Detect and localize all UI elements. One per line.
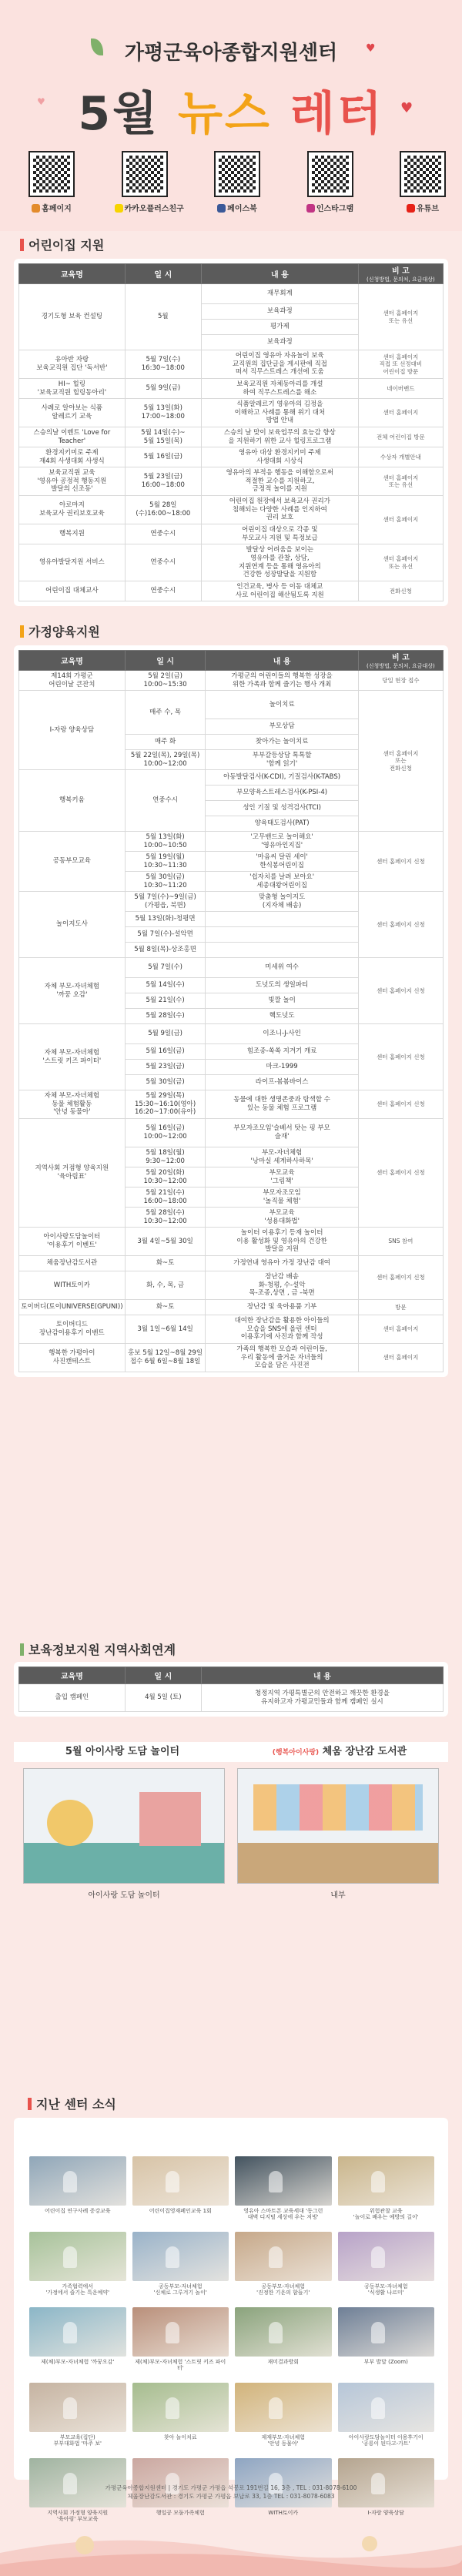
- news-photo: [29, 2156, 126, 2206]
- heart-icon: ♥: [37, 96, 45, 107]
- news-item: 아이사랑도담놀이터 이용후기이 '공룡이 된다고-가트': [338, 2383, 435, 2454]
- community-section: [14, 1662, 448, 1717]
- table-row: 양육태도검사(PAT): [19, 816, 444, 832]
- playground-caption: 아이사랑 도담 놀이터: [88, 1891, 160, 1900]
- newsletter-title: 5월 뉴스 레터: [78, 87, 384, 141]
- table-row: 5월 16일(금) 힘조종-쏙쏙 지겨기 캐료: [19, 1044, 444, 1060]
- table-row: 환경지키미로 주제 재4회 사생대회 사생식 5월 16일(금) 영유아 대상 환경지키미 주제 사생대회 시상식 수상자 개별안내: [19, 447, 444, 467]
- table-row: 5월 22일(목), 29일(목) 10:00~12:00 부부갈등상담 톡톡할 '함께 읽기': [19, 750, 444, 770]
- news-item: 부부 발달 (Zoom): [338, 2307, 435, 2378]
- section-title-home: 가정양육지원: [20, 622, 100, 640]
- qr-link[interactable]: 인스타그램: [300, 152, 360, 213]
- daycare-table: 교육명 일 시 내 용 비 고 (신청방법, 문의처, 요금대상) 경기도형 보육 컨설팅 5월 재무회계 센터 홈페이지 또는 유선 보육과정 평가제 보육과정 유아반 자랑 보육교직원 집단 '독서반' 5월 7일(수) 16:30~18:00 어린이집 영유아 자유놀이 보육 교직원의 집단글을 게시판에 직접 떠서 직무스트레스 개선에 도움 센터 홈페이지 직접 또 선정대비 어린이집 방문 HI~ 힐링 '보육교직원 힐링동아리' 5월 9일(금) 보육교직원 자체동아리를 개설 하여 직무스트레스를 해소 네이버밴드 사례로 알아보는 식품 알레르기 교육 5월 13일(화) 17:00~18:00 식품알레르기 영유아의 김정을 이해하고 사례를 통해 위기 대처 방법 안내 센터 홈페이지 스승의날 이벤트 'Love for Teacher' 5월 14일(수)~ 5월 15일(목) 스승의 날 맞이 보육업무의 효능감 향상 을 지원하기 위한 교사 힐링프로그램 전체 어린이집 방문 환경지키미로 주제 재4회 사생대회 사생식 5월 16일(금) 영유아 대상 환경지키미 주제 사생대회 시상식 수상자 개별안내 보육교직원 교육 '영유아 공정적 행동지원 발달의 신조동' 5월 23일(금) 16:00~18:00 영유아의 부적응 행동을 이해함으로써 적절한 교수를 지원하고, 긍정적 놀이를 지원 센터 홈페이지 또는 유선 아로마지 보육교사 권리보호교육 5월 28일 (수)16:00~18:00 어린이집 원장에서 보육교사 권리가 침해되는 다양한 사례를 인지하여 권리 보호 센터 홈페이지 행복지원 연중수시 어린이집 대상으로 각종 및 부모교사 지원 및 특정보급 영유아발달지원 서비스 연중수시 발달상 어려움을 보이는 영유아를 관찰, 상담, 지원연계 등을 통해 영유아의 건강한 성장발달을 지원함 센터 홈페이지 또는 유선 어린이집 대체교사 연중수시 인건교육, 병사 등 이동 대체교 사로 어린이집 해산됨도록 지원 전화신청: [18, 263, 444, 601]
- qr-code-icon[interactable]: [216, 152, 259, 196]
- facebook-icon: [217, 204, 226, 213]
- community-table: 교육명 일 시 내 용 출입 캠페인 4월 5일 (토) 청정지역 가평특별군의 안전하고 깨끗한 환경을 유지하고자 가평교민들과 함께 캠페인 실시: [18, 1667, 444, 1712]
- gallery-grid: [29, 2156, 434, 2529]
- home-table: 교육명 일 시 내 용 비 고 (신청방법, 문의처, 요금대상) 제14회 가평군 어린이날 큰잔치 5월 2일(금) 10:00~15:30 가평군의 어린이들의 행복한 성장을 위한 가족과 함께 즐기는 행사 개최 당일 현장 접수 I-자랑 양육상담 매주 수, 목 놀이치료 센터 홈페이지 또는 전화신청 부모상담 매주 화 찾아가는 놀이치료 5월 22일(목), 29일(목) 10:00~12:00 부부갈등상담 톡톡할 '함께 읽기' 행복키움 연중수시 아동발달검사(K-CDI), 기질검사(K-TABS) 부모양육스트레스검사(K-PSI-4) 성인 기질 및 성격검사(TCI) 양육태도검사(PAT) 공동부모교육 5월 13일(화) 10:00~10:50 '고무밴드로 놀이해요' '영유아인지집' 센터 홈페이지 신청 5월 19일(월) 10:30~11:30 '마음씨 달린 세이' 한식봉어린이집 5월 30일(금) 10:30~11:20 '쉽자치를 날려 보아요' 세종대왕어린이집 놀이지도사 5월 7일(수)~9일(금) (가평읍, 북면) 맞춤형 놀이지도 (지자체 배송) 센터 홈페이지 신청 5월 13일(화)-청평면 5월 7일(수)-설악면 5월 8일(목)-상조홍면 자체 부모-자녀체험 '까꿍 오감' 5월 7일(수) 미세위 여수 센터 홈페이지 신청 5월 14일(수) 도넛도의 생일파티 5월 21일(수) 빛깔 놀이 5월 28일(수) 핵도넛도 자체 부모-자녀체험 '스트릿 키즈 파이터' 5월 9일(금) 이조니-J-사인 센터 홈페이지 신청 5월 16일(금) 힘조종-쏙쏙 지겨기 캐료 5월 23일(금) 마크-1999 5월 30일(금) 라이프-봄봄바이스 자체 부모-자녀체험 동물 체험활동 '안녕 동물아' 5월 29일(목) 15:30~16:10(영아) 16:20~17:00(유아) 동물에 대한 생명존중과 탐색할 수 있는 동물 체험 프로그램 센터 홈페이지 신청 지역사회 거점형 양육지원 '육아림표' 5월 16일(금) 10:00~12:00 부모자조모임'슬베서 탓는 핑 부모 슬재' 센터 홈페이지 신청 5월 18일(월) 9:30~12:00 부모-자녀체험 '낭마실 세계하사하목' 5월 20일(화) 10:30~12:00 부모교육 '그림책' 5월 21일(수) 16:00~18:00 부모자조모임 '놀직물 체험' 5월 28일(수) 10:30~12:00 부모교육 '성용대화법' 아이사랑도담놀이터 '이용후기 이벤트' 3월 4일~5월 30일 놀이터 이용후기 등재 놀이터 이용 활성화 및 영유아의 건강한 발달을 지원 SNS 참여 체움장난감도서관 화~토 가정연내 영유아 가정 장난감 대여 센터 홈페이지 신청 WITH토이카 화, 수, 목, 금 장난감 배송 화-청평, 수-설악 목-조종,상면 , 금 -북면 토이버디(토이UNIVERSE(GPUNI)) 화~토 장난감 및 육아용품 기부 방문 토이버디드 장난감이용후기 이벤트 3월 1일~6월 14일 대여한 장난감을 활용한 아이들의 모습을 SNS에 올린 센터 이용후기에 사진과 함께 작성 센터 홈페이지 행복한 가평아이 사진캔테스트 홍보 5월 12일~8월 29일 접수 6월 6일~8월 18일 가족의 행복한 모습과 어린이들, 우리 활동에 즐거운 자녀들의 모습을 담은 사진전 센터 홈페이지: [18, 650, 444, 1372]
- home-support-section: [14, 645, 448, 1377]
- home-icon: [32, 204, 40, 213]
- qr-link[interactable]: 유튜브: [393, 152, 453, 213]
- table-row: 유아반 자랑 보육교직원 집단 '독서반' 5월 7일(수) 16:30~18:00 어린이집 영유아 자유놀이 보육 교직원의 집단글을 게시판에 직접 떠서 직무스트레스 개선에 도움 센터 홈페이지 직접 또 선정대비 어린이집 방문: [19, 350, 444, 379]
- table-row: HI~ 힐링 '보육교직원 힐링동아리' 5월 9일(금) 보육교직원 자체동아리를 개설 하여 직무스트레스를 해소 네이버밴드: [19, 379, 444, 399]
- instagram-icon: [306, 204, 315, 213]
- qr-link[interactable]: 페이스북: [207, 152, 267, 213]
- news-item: 어린이집 연구사례 증강교육: [29, 2156, 126, 2227]
- news-item: 공동부모-자녀체험 '진정한 기운의 함들기': [235, 2232, 332, 2303]
- news-item: 제재부모-자녀체험 '안녕 동물아': [235, 2383, 332, 2454]
- news-item: 찾아 놀이치료: [132, 2383, 229, 2454]
- qr-links: [22, 152, 453, 213]
- news-photo: [132, 2232, 229, 2281]
- news-item: 영유아 스마트폰 교육세대 '동그런 대벽 디지털 세상에 우는 저빙': [235, 2156, 332, 2227]
- kakao-icon: [115, 204, 123, 213]
- table-row: 스승의날 이벤트 'Love for Teacher' 5월 14일(수)~ 5월 15일(목) 스승의 날 맞이 보육업무의 효능감 향상 을 지원하기 위한 교사 힐링프로그램 전체 어린이집 방문: [19, 427, 444, 447]
- table-row: 5월 18일(월) 9:30~12:00 부모-자녀체험 '낭마실 세계하사하목': [19, 1147, 444, 1167]
- table-row: 부모상담: [19, 719, 444, 735]
- table-row: 5월 30일(금) 10:30~11:20 '쉽자치를 날려 보아요' 세종대왕어린이집: [19, 872, 444, 892]
- table-row: 5월 20일(화) 10:30~12:00 부모교육 '그림책': [19, 1167, 444, 1188]
- table-row: 매주 화 찾아가는 놀이치료: [19, 735, 444, 750]
- table-row: 체움장난감도서관 화~토 가정연내 영유아 가정 장난감 대여 센터 홈페이지 신청: [19, 1256, 444, 1271]
- org-name: 가평군육아종합지원센터: [124, 42, 338, 65]
- heart-icon: ♥: [400, 100, 413, 116]
- qr-code-icon[interactable]: [30, 152, 73, 196]
- table-row: 평가제: [19, 320, 444, 335]
- table-row: 행복한 가평아이 사진캔테스트 홍보 5월 12일~8월 29일 접수 6월 6일~8월 18일 가족의 행복한 모습과 어린이들, 우리 활동에 즐거운 자녀들의 모습을 담은 사진전 센터 홈페이지: [19, 1344, 444, 1372]
- news-item: 제(체)부모-자녀체험 '까꿍오감': [29, 2307, 126, 2378]
- news-item: I-자랑 양육상담: [338, 2458, 435, 2529]
- news-photo: [338, 2383, 435, 2432]
- table-row: 5월 28일(수) 핵도넛도: [19, 1009, 444, 1024]
- news-photo: [235, 2156, 332, 2206]
- table-row: 5월 21일(수) 16:00~18:00 부모자조모임 '놀직물 체험': [19, 1188, 444, 1208]
- table-row: 5월 13일(화)-청평면: [19, 912, 444, 927]
- header: [0, 0, 462, 231]
- table-row: 부모양육스트레스검사(K-PSI-4): [19, 786, 444, 801]
- news-item: 부모교육(집단) 부부대화법 '마주 보': [29, 2383, 126, 2454]
- table-row: 5월 28일(수) 10:30~12:00 부모교육 '성용대화법': [19, 1208, 444, 1228]
- news-item: 가족협력에서 '가정에서 즐기는 특운예약': [29, 2232, 126, 2303]
- table-row: 제14회 가평군 어린이날 큰잔치 5월 2일(금) 10:00~15:30 가평군의 어린이들의 행복한 성장을 위한 가족과 함께 즐기는 행사 개최 당일 현장 접수: [19, 671, 444, 691]
- table-row: 공동부모교육 5월 13일(화) 10:00~10:50 '고무밴드로 놀이해요' '영유아인지집' 센터 홈페이지 신청: [19, 832, 444, 852]
- section-title-community: 보육정보지원 지역사회연계: [20, 1640, 176, 1658]
- qr-link[interactable]: 홈페이지: [22, 152, 82, 213]
- table-row: 놀이지도사 5월 7일(수)~9일(금) (가평읍, 북면) 맞춤형 놀이지도 (지자체 배송) 센터 홈페이지 신청: [19, 892, 444, 912]
- table-row: 아로마지 보육교사 권리보호교육 5월 28일 (수)16:00~18:00 어린이집 원장에서 보육교사 권리가 침해되는 다양한 사례를 인지하여 권리 보호 센터 홈페이지: [19, 496, 444, 524]
- news-photo: [29, 2307, 126, 2357]
- news-photo: [29, 2232, 126, 2281]
- daycare-support-section: [14, 259, 448, 606]
- playground-photo: [23, 1768, 225, 1884]
- section-title-news: 지난 센터 소식: [28, 2095, 116, 2112]
- news-photo: [132, 2383, 229, 2432]
- table-row: 자체 부모-자녀체험 '스트릿 키즈 파이터' 5월 9일(금) 이조니-J-사인 센터 홈페이지 신청: [19, 1024, 444, 1044]
- table-row: 5월 7일(수)-설악면: [19, 927, 444, 943]
- news-item: 어린이집영재폐인교육 1회: [132, 2156, 229, 2227]
- bottom-illustration: [0, 2522, 462, 2576]
- news-item: WITH토이카: [235, 2458, 332, 2529]
- table-row: 성인 기질 및 성격검사(TCI): [19, 801, 444, 816]
- table-row: 5월 30일(금) 라이프-봄봄바이스: [19, 1075, 444, 1090]
- news-photo: [338, 2307, 435, 2357]
- library-header: 5월 아이사랑 도담 놀이터 (행복아이사랑) 체움 장난감 도서관: [14, 1742, 448, 1762]
- table-row: 자체 부모-자녀체험 동물 체험활동 '안녕 동물아' 5월 29일(목) 15:30~16:10(영아) 16:20~17:00(유아) 동물에 대한 생명존중과 탐색할 수 있는 동물 체험 프로그램 센터 홈페이지 신청: [19, 1090, 444, 1119]
- table-row: 토이버디드 장난감이용후기 이벤트 3월 1일~6월 14일 대여한 장난감을 활용한 아이들의 모습을 SNS에 올린 센터 이용후기에 사진과 함께 작성 센터 홈페이지: [19, 1315, 444, 1344]
- footer: 가평군육아종합지원센터 | 경기도 가평군 가평읍 석봉로 191번길 16, 3층 , TEL : 031-8078-6100 체움장난감도서관 : 경기도 가평군 가평읍 보납로 33, 1층 TEL : 031-8078-6083: [105, 2484, 357, 2501]
- news-photo: [338, 2156, 435, 2206]
- qr-code-icon[interactable]: [401, 152, 444, 196]
- table-row: 5월 14일(수) 도넛도의 생일파티: [19, 978, 444, 993]
- news-item: 행일공 모둠가족체험: [132, 2458, 229, 2529]
- table-row: 보육교직원 교육 '영유아 공정적 행동지원 발달의 신조동' 5월 23일(금) 16:00~18:00 영유아의 부적응 행동을 이해함으로써 적절한 교수를 지원하고, 긍정적 놀이를 지원 센터 홈페이지 또는 유선: [19, 467, 444, 496]
- news-item: 공동부모-자녀체험 '신체로 그루겨기 놀이': [132, 2232, 229, 2303]
- toy-library-photo: [237, 1768, 439, 1884]
- table-row: 5월 21일(수) 빛깔 놀이: [19, 993, 444, 1009]
- news-photo: [235, 2383, 332, 2432]
- table-row: 보육과정: [19, 335, 444, 350]
- heart-icon: ♥: [366, 42, 376, 55]
- table-row: I-자랑 양육상담 매주 수, 목 놀이치료 센터 홈페이지 또는 전화신청: [19, 691, 444, 719]
- table-row: 경기도형 보육 컨설팅 5월 재무회계 센터 홈페이지 또는 유선: [19, 284, 444, 304]
- table-row: 영유아발달지원 서비스 연중수시 발달상 어려움을 보이는 영유아를 관찰, 상담, 지원연계 등을 통해 영유아의 건강한 성장발달을 지원함 센터 홈페이지 또는 유선: [19, 544, 444, 581]
- table-row: 자체 부모-자녀체험 '까꿍 오감' 5월 7일(수) 미세위 여수 센터 홈페이지 신청: [19, 958, 444, 978]
- news-item: 공동부모-자녀체험 '식생활 나르미': [338, 2232, 435, 2303]
- qr-link[interactable]: 카카오플러스친구: [115, 152, 175, 213]
- table-row: 행복키움 연중수시 아동발달검사(K-CDI), 기질검사(K-TABS): [19, 770, 444, 786]
- table-row: 어린이집 대체교사 연중수시 인건교육, 병사 등 이동 대체교 사로 어린이집 해산됨도록 지원 전화신청: [19, 581, 444, 601]
- community-content: 청정지역 가평특별군의 안전하고 깨끗한 환경을 유지하고자 가평교민들과 함께 캠페인 실시: [201, 1684, 443, 1712]
- section-title-daycare: 어린이집 지원: [20, 236, 104, 253]
- news-photo: [235, 2232, 332, 2281]
- news-photo: [132, 2307, 229, 2357]
- table-row: 지역사회 거점형 양육지원 '육아림표' 5월 16일(금) 10:00~12:00 부모자조모임'슬베서 탓는 핑 부모 슬재' 센터 홈페이지 신청: [19, 1119, 444, 1147]
- table-row: 사례로 알아보는 식품 알레르기 교육 5월 13일(화) 17:00~18:00 식품알레르기 영유아의 김정을 이해하고 사례를 통해 위기 대처 방법 안내 센터 홈페이지: [19, 399, 444, 427]
- table-row: 5월 23일(금) 마크-1999: [19, 1060, 444, 1075]
- news-photo: [235, 2307, 332, 2357]
- news-photo: [29, 2383, 126, 2432]
- table-row: 아이사랑도담놀이터 '이용후기 이벤트' 3월 4일~5월 30일 놀이터 이용후기 등재 놀이터 이용 활성화 및 영유아의 건강한 발달을 지원 SNS 참여: [19, 1228, 444, 1256]
- toy-library-caption: 내부: [330, 1891, 346, 1900]
- qr-code-icon[interactable]: [309, 152, 352, 196]
- table-row: 토이버디(토이UNIVERSE(GPUNI)) 화~토 장난감 및 육아용품 기부 방문: [19, 1300, 444, 1315]
- news-photo: [132, 2156, 229, 2206]
- table-row: 5월 19일(월) 10:30~11:30 '마음씨 달린 세이' 한식봉어린이집: [19, 852, 444, 872]
- table-row: 5월 8일(목)-상조홍면: [19, 943, 444, 958]
- news-item: 제(체)부모-자녀체험 '스트릿 키즈 파이 터': [132, 2307, 229, 2378]
- news-item: 재미결과방회: [235, 2307, 332, 2378]
- news-photo: [338, 2232, 435, 2281]
- table-row: 행복지원 연중수시 어린이집 대상으로 각종 및 부모교사 지원 및 특정보급: [19, 524, 444, 544]
- qr-code-icon[interactable]: [123, 152, 166, 196]
- youtube-icon: [407, 204, 415, 213]
- news-item: 위험관찰 교육 '놀이로 배우는 예방의 길이': [338, 2156, 435, 2227]
- table-row: WITH토이카 화, 수, 목, 금 장난감 배송 화-청평, 수-설악 목-조종,상면 , 금 -북면: [19, 1271, 444, 1300]
- table-row: 보육과정: [19, 304, 444, 320]
- news-item: 지역사회 가정형 양육지원 '육아림' 부모교육: [29, 2458, 126, 2529]
